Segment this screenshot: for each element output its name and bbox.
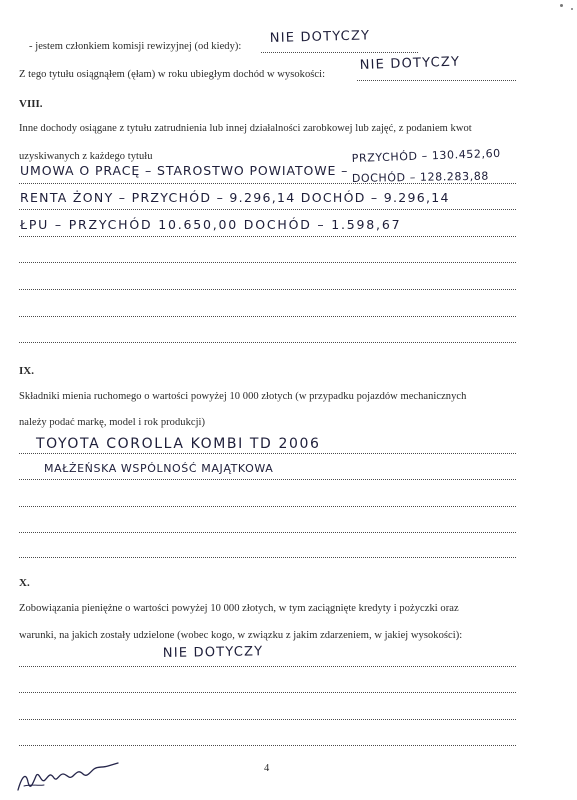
asset-line-3	[19, 506, 516, 507]
entry-line-3	[19, 236, 516, 237]
scan-mark-top-right	[560, 4, 563, 7]
audit-member-value: NIE DOTYCZY	[269, 28, 371, 46]
section-ix-heading: IX.	[19, 365, 34, 377]
section-x-text-line2: warunki, na jakich zostały udzielone (wobec kogo, w związku z jakim zdarzeniem, w jakiej wysokości):	[19, 630, 463, 641]
asset-line-1	[19, 453, 516, 454]
income-entry-third: ŁPU – PRZYCHÓD 10.650,00 DOCHÓD – 1.598,67	[20, 217, 402, 232]
section-ix-text-line1: Składniki mienia ruchomego o wartości powyżej 10 000 złotych (w przypadku pojazdów mechanicznych	[19, 391, 467, 402]
entry-line-2	[19, 209, 516, 210]
liability-line-3	[19, 719, 516, 720]
income-value: NIE DOTYCZY	[359, 54, 461, 73]
section-viii-text-line2: uzyskiwanych z każdego tytułu	[19, 151, 153, 162]
income-entry-employment-net: DOCHÓD – 128.283,88	[351, 169, 490, 185]
movable-asset-vehicle: TOYOTA COROLLA KOMBI TD 2006	[36, 436, 321, 452]
entry-line-7	[19, 342, 516, 343]
section-ix-text-line2: należy podać markę, model i rok produkcji)	[19, 417, 206, 428]
movable-asset-ownership: MAŁŻEŃSKA WSPÓLNOŚĆ MAJĄTKOWA	[44, 462, 274, 475]
section-x-text-line1: Zobowiązania pieniężne o wartości powyżej 10 000 złotych, w tym zaciągnięte kredyty i pożyczki oraz	[19, 603, 459, 614]
audit-member-dotted-line	[261, 52, 418, 53]
section-viii-text-line1: Inne dochody osiągane z tytułu zatrudnienia lub innej działalności zarobkowej lub zajęć, z podaniem kwot	[19, 123, 472, 134]
entry-line-1	[19, 183, 516, 184]
page-number: 4	[264, 763, 270, 774]
liability-line-4	[19, 745, 516, 746]
entry-line-4	[19, 262, 516, 263]
asset-line-4	[19, 532, 516, 533]
asset-line-5	[19, 557, 516, 558]
liabilities-value: NIE DOTYCZY	[162, 644, 264, 661]
income-label: Z tego tytułu osiągnąłem (ęłam) w roku ubiegłym dochód w wysokości:	[19, 69, 326, 80]
entry-line-5	[19, 289, 516, 290]
income-entry-employment-revenue: PRZYCHÓD – 130.452,60	[351, 146, 502, 165]
income-entry-spouse-pension: RENTA ŻONY – PRZYCHÓD – 9.296,14 DOCHÓD – 9.296,14	[20, 190, 450, 205]
scan-mark-right	[571, 8, 573, 10]
entry-line-6	[19, 316, 516, 317]
section-x-heading: X.	[19, 577, 30, 589]
income-entry-employment: UMOWA O PRACĘ – STAROSTWO POWIATOWE –	[20, 163, 349, 178]
asset-line-2	[19, 479, 516, 480]
income-dotted-line	[357, 80, 516, 81]
liability-line-2	[19, 692, 516, 693]
liability-line-1	[19, 666, 516, 667]
section-viii-heading: VIII.	[19, 98, 43, 110]
signature	[14, 756, 124, 794]
audit-member-label: - jestem członkiem komisji rewizyjnej (od kiedy):	[29, 41, 242, 52]
